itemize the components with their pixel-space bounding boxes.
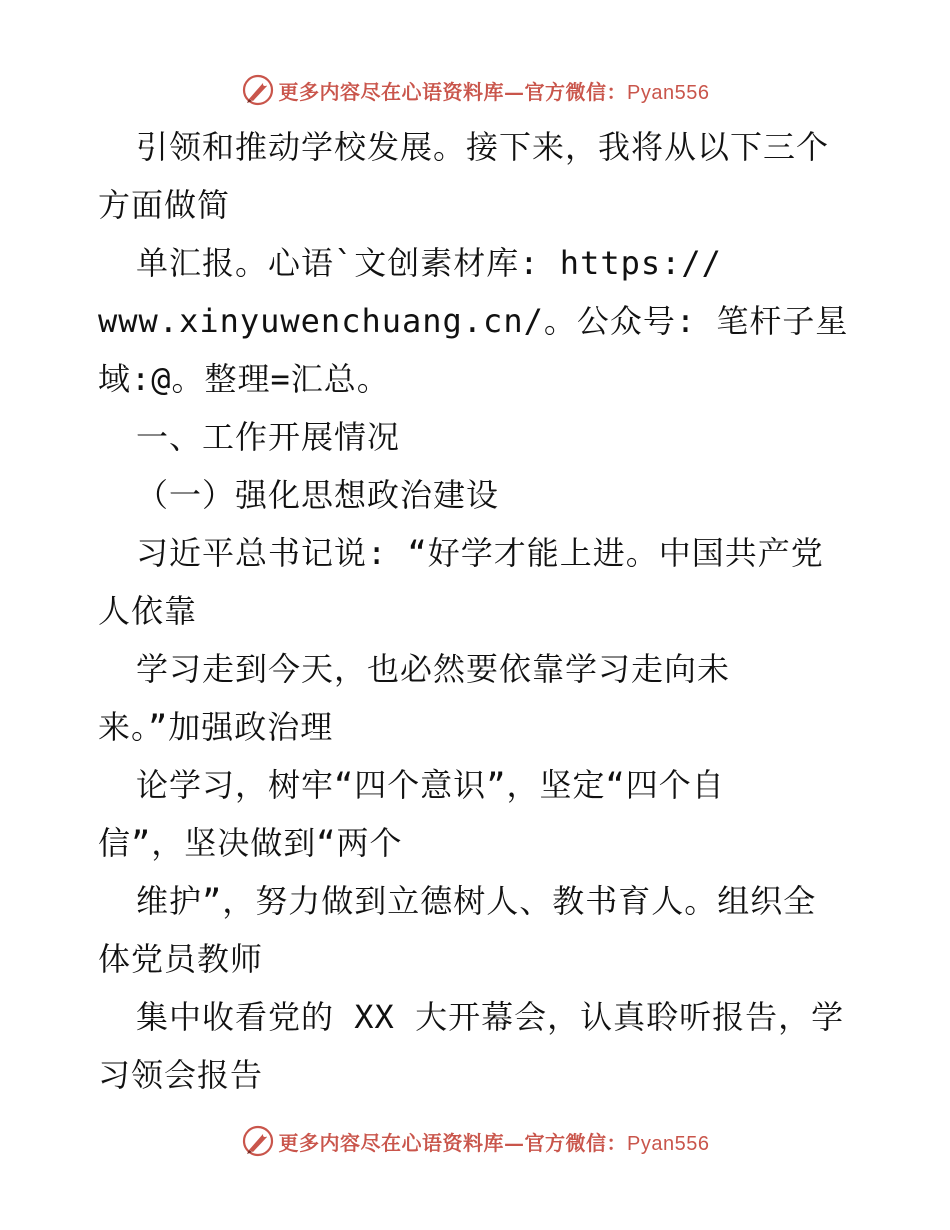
header-banner [0, 70, 950, 110]
text-line: www.xinyuwenchuang.cn/。公众号: 笔杆子星 [98, 302, 849, 340]
text-line: 信”，坚决做到“两个 [98, 824, 403, 862]
text-line: 维护”，努力做到立德树人、教书育人。组织全 [136, 882, 817, 920]
text-line: 一、工作开展情况 [136, 418, 401, 456]
text-line: 习领会报告 [98, 1056, 264, 1094]
text-line: 方面做简 [98, 186, 231, 224]
text-line: 域:@。整理=汇总。 [98, 360, 390, 398]
text-line: 来。”加强政治理 [98, 708, 334, 746]
text-line: 集中收看党的 XX 大开幕会，认真聆听报告，学 [136, 998, 845, 1036]
banner-text: 更多内容尽在心语资料库—官方微信：Pyan556 [278, 1130, 710, 1155]
footer-banner [0, 1121, 950, 1161]
text-line: 学习走到今天，也必然要依靠学习走向未 [136, 650, 731, 688]
text-line: 单汇报。心语`文创素材库: https:// [136, 244, 722, 282]
document-body [98, 118, 858, 1104]
text-line: 习近平总书记说: “好学才能上进。中国共产党 [136, 534, 824, 572]
text-line: 引领和推动学校发展。接下来，我将从以下三个 [136, 128, 830, 166]
text-line: 论学习，树牢“四个意识”，坚定“四个自 [136, 766, 725, 804]
pen-logo-icon [241, 73, 275, 107]
banner-text: 更多内容尽在心语资料库—官方微信：Pyan556 [278, 79, 710, 104]
text-line: 人依靠 [98, 592, 198, 630]
text-line: 体党员教师 [98, 940, 264, 978]
pen-logo-icon [241, 1124, 275, 1158]
text-line: （一）强化思想政治建设 [136, 476, 500, 514]
